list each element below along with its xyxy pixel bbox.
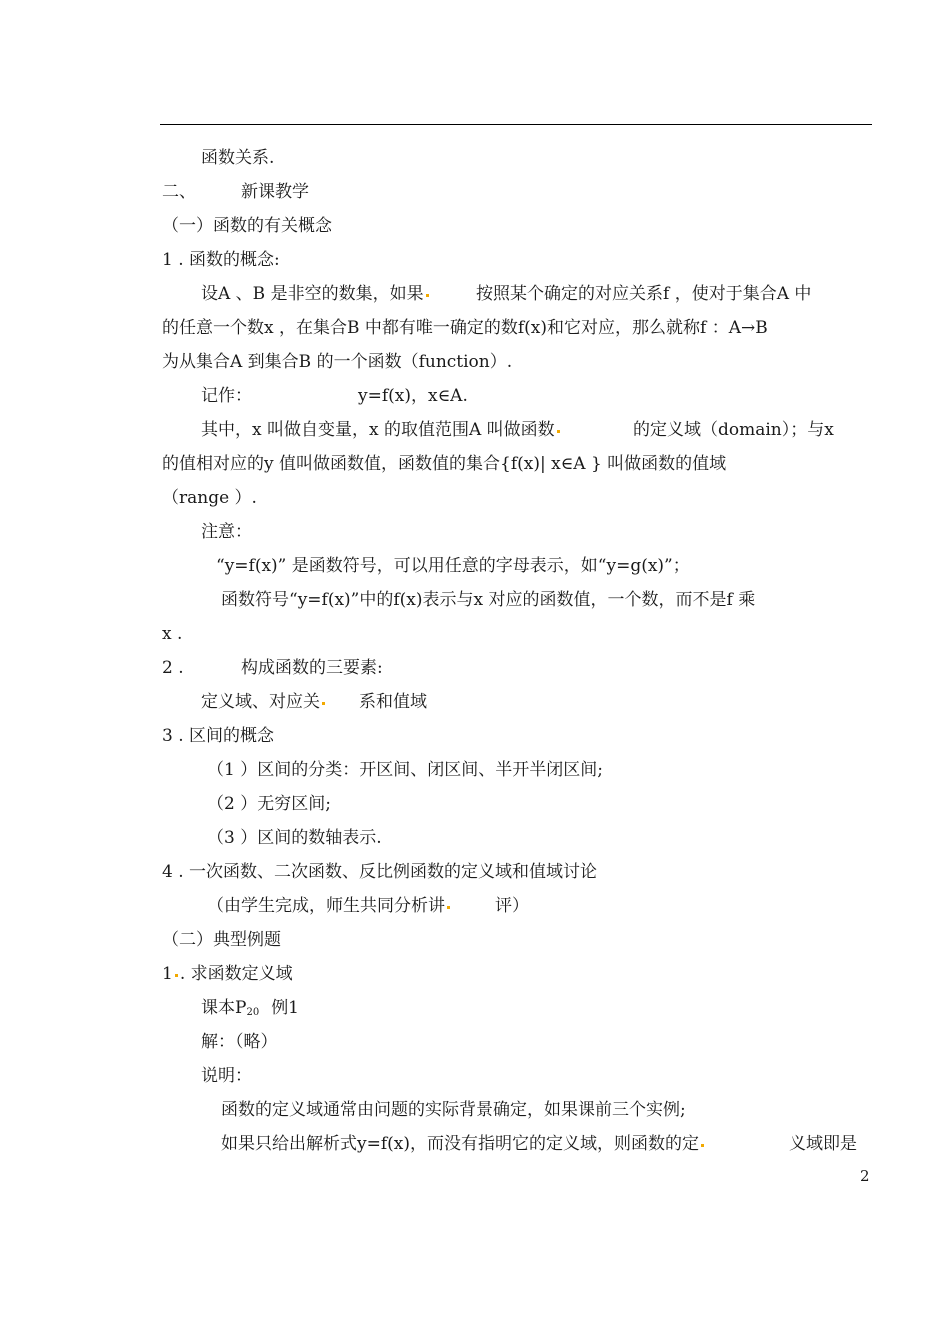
list-number: 2 .	[162, 658, 184, 678]
text-line: 说明：	[201, 1066, 252, 1086]
text-line: 函数关系.	[201, 148, 275, 168]
text-line: 3 . 区间的概念	[162, 726, 275, 746]
text-line: （range ）.	[162, 488, 257, 508]
text-line: 1 . 求函数定义域	[162, 964, 293, 984]
subscript: 20	[246, 1007, 260, 1018]
highlight-dot	[557, 430, 560, 433]
header-rule	[160, 124, 872, 125]
text-line: 函数的定义域通常由问题的实际背景确定，如果课前三个实例;	[221, 1100, 686, 1120]
text-line: 课本$P_{20}$ 例1	[201, 998, 300, 1018]
text-line: 1 . 函数的概念:	[162, 250, 280, 270]
text-line: 定义域、对应关	[201, 692, 327, 712]
highlight-dot	[447, 906, 450, 909]
text-line: 二、	[162, 182, 196, 202]
text-line: 的任意一个数x ，在集合B 中都有唯一确定的数f(x)和它对应，那么就称f ：A→B	[162, 318, 768, 338]
text-line: 解：（略）	[201, 1032, 278, 1052]
formula: y=f(x)，x∈A.	[358, 386, 468, 406]
text-line: 新课教学	[241, 182, 309, 202]
text-line: 系和值域	[359, 692, 427, 712]
section-heading: （一）函数的有关概念	[162, 216, 332, 236]
text-line: 记作：	[201, 386, 252, 406]
highlight-dot	[322, 702, 325, 705]
section-heading: （二）典型例题	[162, 930, 281, 950]
highlight-dot	[701, 1144, 704, 1147]
highlight-dot	[175, 974, 178, 977]
text-line: （由学生完成，师生共同分析讲	[207, 896, 452, 916]
list-item: （3 ）区间的数轴表示.	[207, 828, 382, 848]
text-line: 设A 、B 是非空的数集，如果	[201, 284, 431, 304]
text-line: 其中，x 叫做自变量，x 的取值范围A 叫做函数	[201, 420, 562, 440]
highlight-dot	[426, 294, 429, 297]
text-line: 为从集合A 到集合B 的一个函数（function）.	[162, 352, 513, 372]
text-line: 4 . 一次函数、二次函数、反比例函数的定义域和值域讨论	[162, 862, 598, 882]
text-line: x .	[162, 624, 183, 644]
page-number: 2	[860, 1167, 870, 1185]
text-line: “y=f(x)” 是函数符号，可以用任意的字母表示，如“y=g(x)”；	[216, 556, 690, 576]
text-line: 函数符号“y=f(x)”中的f(x)表示与x 对应的函数值，一个数，而不是f 乘	[221, 590, 756, 610]
text-line: 义域即是	[789, 1134, 857, 1154]
text-line: 如果只给出解析式y=f(x)，而没有指明它的定义域，则函数的定	[221, 1134, 706, 1154]
text-line: 的定义域（domain）；与x	[633, 420, 834, 440]
text-line: 构成函数的三要素:	[241, 658, 383, 678]
list-item: （2 ）无穷区间;	[207, 794, 331, 814]
text-line: 评）	[495, 896, 529, 916]
text-line: 的值相对应的y 值叫做函数值，函数值的集合{f(x)| x∈A } 叫做函数的值域	[162, 454, 727, 474]
text-line: 按照某个确定的对应关系f ，使对于集合A 中	[476, 284, 812, 304]
list-item: （1 ）区间的分类：开区间、闭区间、半开半闭区间;	[207, 760, 603, 780]
text-line: 注意：	[201, 522, 252, 542]
